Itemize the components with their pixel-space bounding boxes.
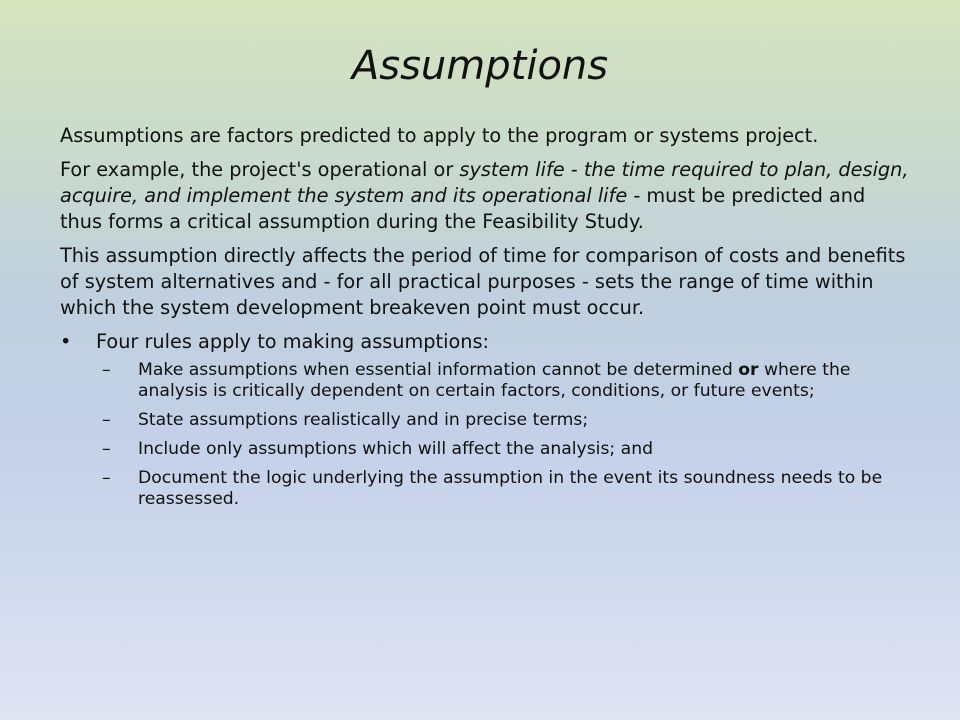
rule-3-text: Include only assumptions which will affect the analysis; and — [138, 439, 654, 459]
rule-1-tail: where the analysis is critically dependent on certain factors, conditions, or future events; — [138, 360, 851, 401]
rule-item-2 — [60, 410, 910, 431]
rule-item-4 — [60, 468, 910, 510]
bullet-marker: • — [60, 330, 72, 353]
rules-list — [60, 360, 910, 510]
rule-1-text — [138, 360, 850, 401]
rule-item-3 — [60, 439, 910, 460]
paragraph-example — [60, 157, 910, 235]
rule-1-bold: or — [738, 360, 759, 380]
dash-marker: – — [102, 439, 111, 459]
rule-4-text: Document the logic underlying the assumption in the event its soundness needs to be reassessed. — [138, 468, 883, 509]
slide-body — [60, 123, 910, 518]
paragraph-example-tail: - must be predicted and thus forms a critical assumption during the Feasibility Study. — [60, 184, 866, 233]
rule-2-text: State assumptions realistically and in precise terms; — [138, 410, 589, 430]
dash-marker: – — [102, 468, 111, 488]
bullet-text: Four rules apply to making assumptions: — [96, 330, 490, 353]
dash-marker: – — [102, 360, 111, 380]
dash-marker: – — [102, 410, 111, 430]
paragraph-example-lead: For example, the project's operational or — [60, 158, 460, 181]
paragraph-effect: This assumption directly affects the period of time for comparison of costs and benefits of system alternatives and - for all practical purposes - sets the range of time within which the system development breakeven point must occur. — [60, 244, 906, 319]
paragraph-example-italic: system life - the time required to plan, design, acquire, and implement the system and its operational life — [60, 158, 909, 207]
rule-item-1 — [60, 360, 910, 402]
bullet-rules-intro — [60, 329, 910, 355]
slide-title: Assumptions — [351, 43, 609, 89]
paragraph-definition: Assumptions are factors predicted to apply to the program or systems project. — [60, 124, 819, 147]
rule-1-lead: Make assumptions when essential information cannot be determined — [138, 360, 739, 380]
